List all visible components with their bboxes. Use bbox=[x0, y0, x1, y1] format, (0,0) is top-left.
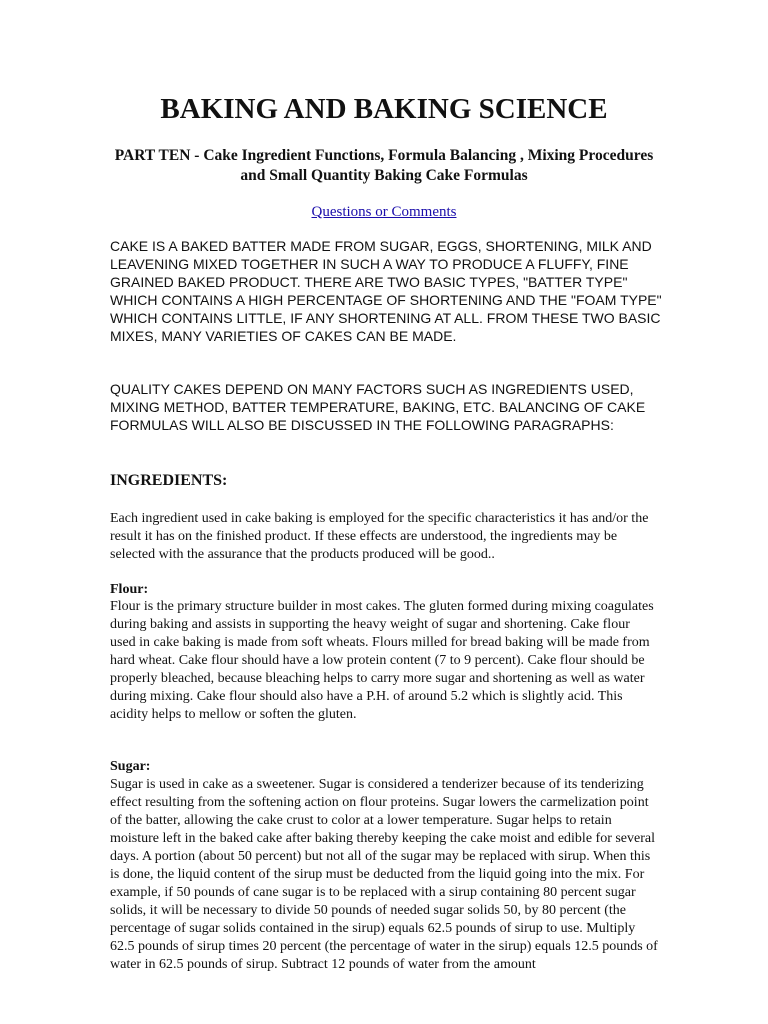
page-subtitle: PART TEN - Cake Ingredient Functions, Formula Balancing , Mixing Procedures and Small Quantity Baking Cake Formulas bbox=[114, 147, 654, 184]
ingredients-heading: INGREDIENTS: bbox=[110, 472, 228, 489]
questions-or-comments-link[interactable]: Questions or Comments bbox=[311, 204, 457, 220]
flour-heading: Flour: bbox=[110, 582, 149, 597]
ingredients-paragraph: Each ingredient used in cake baking is employed for the specific characteristics it has and/or the result it has on the finished product. If these effects are understood, the ingredients may be selected with the assurance that the products produced will be good.. bbox=[110, 511, 649, 562]
intro-paragraph: CAKE IS A BAKED BATTER MADE FROM SUGAR, EGGS, SHORTENING, MILK AND LEAVENING MIXED TOGETHER IN SUCH A WAY TO PRODUCE A FLUFFY, FINE GRAINED BAKED PRODUCT. THERE ARE TWO BASIC TYPES, "BATTER TYPE" WHICH CONTAINS A HIGH PERCENTAGE OF SHORTENING AND THE "FOAM TYPE" WHICH CONTAINS LITTLE, IF ANY SHORTENING AT ALL. FROM THESE TWO BASIC MIXES, MANY VARIETIES OF CAKES CAN BE MADE. bbox=[110, 238, 662, 344]
flour-paragraph: Flour is the primary structure builder in most cakes. The gluten formed during mixing coagulates during baking and assists in supporting the heavy weight of sugar and shortening. Cake flour used in cake baking is made from soft wheats. Flours milled for bread baking will be made from hard wheat. Cake flour should have a low protein content (7 to 9 percent). Cake flour should be properly bleached, because bleaching helps to carry more sugar and shortening as well as water during mixing. Cake flour should also have a P.H. of around 5.2 which is slightly acid. This acidity helps to mellow or soften the gluten. bbox=[110, 599, 654, 722]
sugar-heading: Sugar: bbox=[110, 759, 151, 774]
sugar-paragraph: Sugar is used in cake as a sweetener. Sugar is considered a tenderizer because of its tenderizing effect resulting from the softening action on flour proteins. Sugar lowers the carmelization point of the batter, allowing the cake crust to color at a lower temperature. Sugar helps to retain moisture left in the baked cake after baking thereby keeping the cake moist and edible for several days. A portion (about 50 percent) but not all of the sugar may be replaced with sirup. When this is done, the liquid content of the sirup must be deducted from the liquid going into the mix. For example, if 50 pounds of cane sugar is to be replaced with a sirup containing 80 percent sugar solids, it will be necessary to divide 50 pounds of needed sugar solids 50, by 80 percent (the percentage of sugar solids contained in the sirup) equals 62.5 pounds of sirup to use. Multiply 62.5 pounds of sirup times 20 percent (the percentage of water in the sirup) equals 12.5 pounds of water in 62.5 pounds of sirup. Subtract 12 pounds of water from the amount bbox=[110, 777, 658, 972]
page-title: BAKING AND BAKING SCIENCE bbox=[160, 93, 608, 125]
questions-link-container bbox=[0, 202, 768, 222]
quality-paragraph: QUALITY CAKES DEPEND ON MANY FACTORS SUCH AS INGREDIENTS USED, MIXING METHOD, BATTER TEMPERATURE, BAKING, ETC. BALANCING OF CAKE FORMULAS WILL ALSO BE DISCUSSED IN THE FOLLOWING PARAGRAPHS: bbox=[110, 381, 646, 433]
